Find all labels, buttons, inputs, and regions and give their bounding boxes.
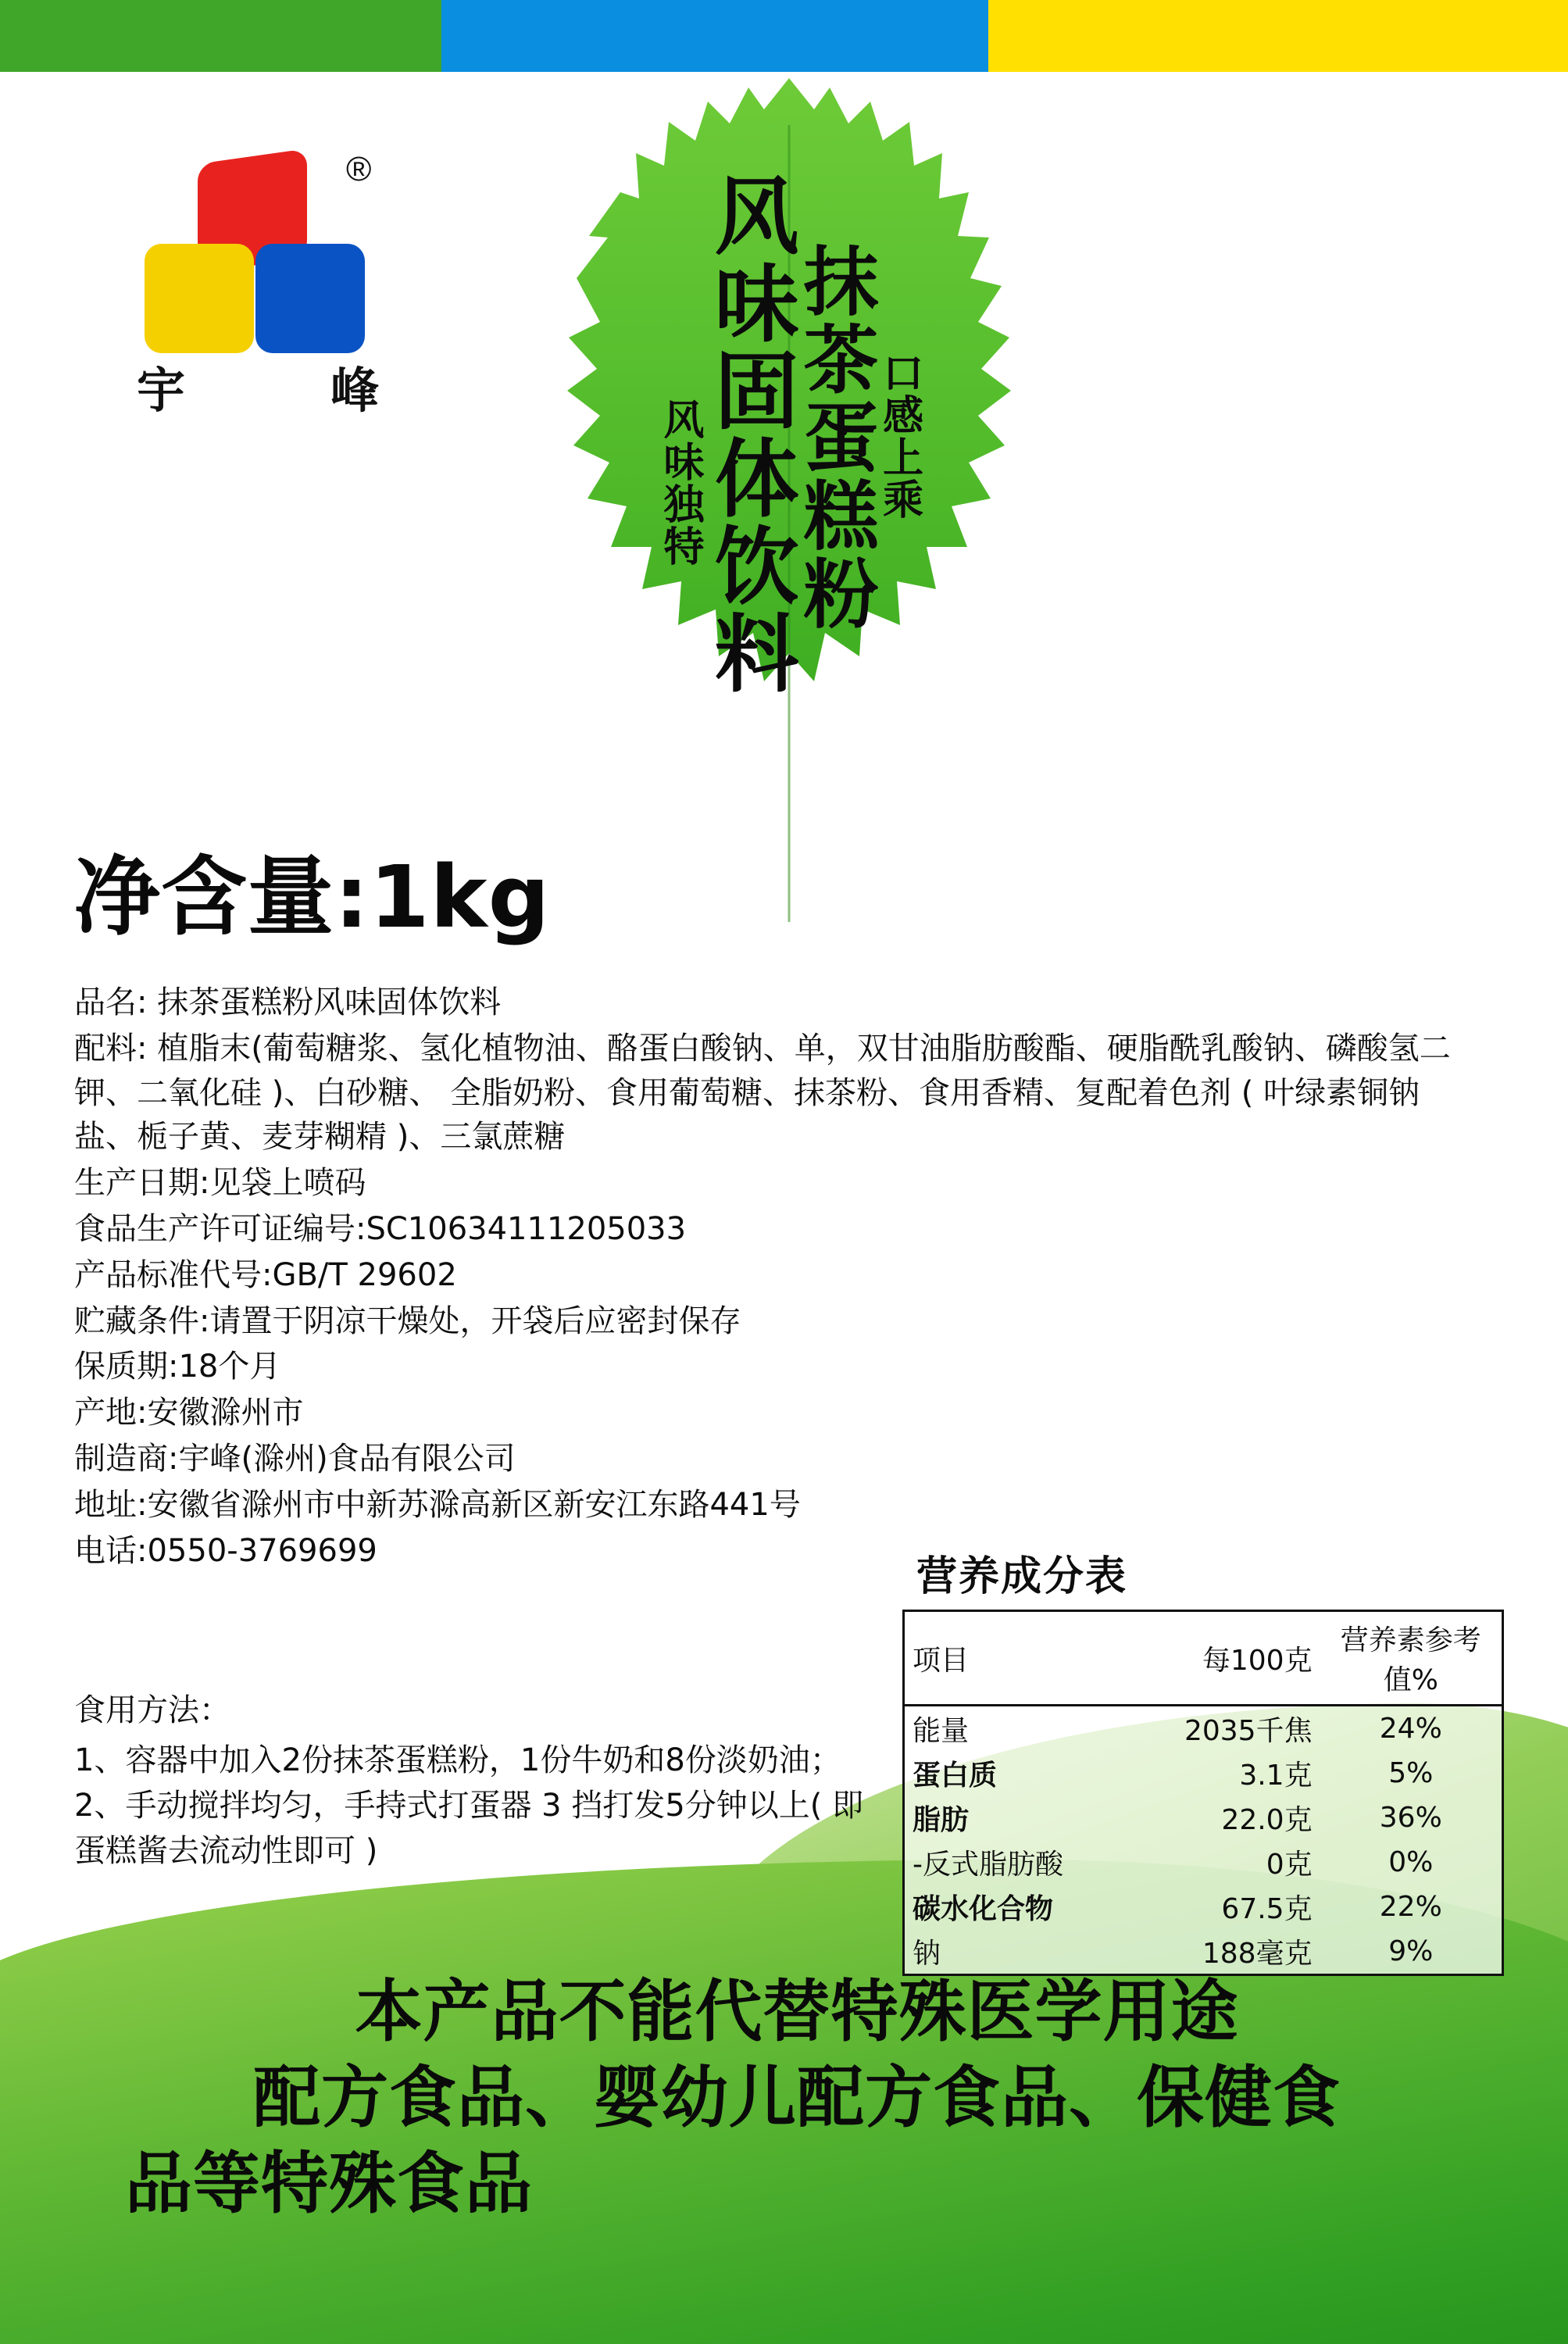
net-weight-label: 净含量:1kg <box>74 847 551 947</box>
warning-line-2: 配方食品、婴幼儿配方食品、保健食 <box>253 2059 1341 2138</box>
topbar-segment-blue <box>441 0 988 72</box>
regulatory-warning <box>86 1969 1508 2227</box>
usage-step-1: 1、容器中加入2份抹茶蛋糕粉，1份牛奶和8份淡奶油； <box>74 1742 841 1778</box>
info-product-name: 品名: 抹茶蛋糕粉风味固体饮料 <box>74 984 502 1020</box>
top-color-bar <box>0 0 1568 72</box>
nutrition-value-3: 0克 <box>1266 1849 1313 1881</box>
leaf-graphic <box>539 78 1039 977</box>
registered-trademark-icon: ® <box>346 150 372 188</box>
table-row <box>904 1706 1503 1752</box>
nutrition-item-3: -反式脂肪酸 <box>913 1849 1063 1881</box>
nutrition-title: 营养成分表 <box>916 1553 1128 1600</box>
leaf-tag-right: 风味独特 <box>655 398 703 567</box>
nutrition-table-header-row <box>904 1611 1503 1706</box>
table-row <box>904 1796 1503 1840</box>
nutrition-nrv-2: 36% <box>1379 1802 1442 1834</box>
nutrition-header-per100g: 每100克 <box>1123 1611 1320 1706</box>
info-license-number: 食品生产许可证编号:SC10634111205033 <box>74 1210 687 1247</box>
brand-char-left: 宇 <box>137 362 186 419</box>
usage-instructions <box>74 1688 895 1874</box>
nutrition-nrv-1: 5% <box>1388 1757 1434 1789</box>
leaf-main-title: 风味固体饮料 <box>700 172 798 697</box>
nutrition-nrv-5: 9% <box>1388 1935 1434 1967</box>
nutrition-item-5: 钠 <box>913 1938 941 1970</box>
nutrition-table <box>902 1610 1504 1976</box>
nutrition-header-item: 项目 <box>904 1611 1124 1706</box>
topbar-segment-green <box>0 0 441 72</box>
info-production-date: 生产日期:见袋上喷码 <box>74 1165 366 1202</box>
logo-cube-yellow-icon <box>145 244 254 353</box>
nutrition-value-0: 2035千焦 <box>1184 1715 1313 1747</box>
nutrition-header-nrv: 营养素参考值% <box>1320 1611 1503 1706</box>
nutrition-value-1: 3.1克 <box>1239 1760 1313 1792</box>
nutrition-item-0: 能量 <box>913 1715 970 1747</box>
nutrition-facts-panel <box>902 1543 1520 1976</box>
nutrition-value-2: 22.0克 <box>1221 1804 1313 1836</box>
info-origin: 产地:安徽滁州市 <box>74 1395 304 1431</box>
product-info-block <box>74 981 1480 1574</box>
info-ingredients: 配料: 植脂末(葡萄糖浆、氢化植物油、酪蛋白酸钠、单，双甘油脂肪酸酯、硬脂酰乳酸钠、磷酸氢二钾、二氧化硅 )、白砂糖、 全脂奶粉、食用葡萄糖、抹茶粉、食用香精、复配着色剂 ( 叶绿素铜钠盐、栀子黄、麦芽糊精 )、三氯蔗糖 <box>74 1030 1451 1156</box>
brand-logo <box>137 150 395 469</box>
usage-title: 食用方法： <box>74 1692 230 1728</box>
table-row <box>904 1885 1503 1929</box>
nutrition-item-1: 蛋白质 <box>913 1760 998 1792</box>
nutrition-nrv-4: 22% <box>1379 1891 1442 1923</box>
warning-line-1: 本产品不能代替特殊医学用途 <box>355 1973 1239 2051</box>
info-standard-code: 产品标准代号:GB/T 29602 <box>74 1256 457 1293</box>
usage-step-2: 2、手动搅拌均匀，手持式打蛋器 3 挡打发5分钟以上( 即蛋糕酱去流动性即可 ) <box>74 1788 864 1869</box>
info-shelf-life: 保质期:18个月 <box>74 1349 281 1385</box>
table-row <box>904 1929 1503 1975</box>
nutrition-item-2: 脂肪 <box>913 1804 970 1836</box>
info-manufacturer: 制造商:宇峰(滁州)食品有限公司 <box>74 1440 516 1477</box>
leaf-tag-left: 口感上乘 <box>875 352 923 520</box>
nutrition-value-4: 67.5克 <box>1221 1893 1313 1925</box>
leaf-title-group <box>539 78 1039 977</box>
brand-char-right: 峰 <box>330 362 379 419</box>
table-row <box>904 1840 1503 1885</box>
warning-line-3: 品等特殊食品 <box>125 2145 533 2224</box>
info-address: 地址:安徽省滁州市中新苏滁高新区新安江东路441号 <box>74 1486 801 1523</box>
nutrition-nrv-0: 24% <box>1379 1713 1442 1745</box>
table-row <box>904 1751 1503 1796</box>
nutrition-nrv-3: 0% <box>1388 1846 1434 1878</box>
nutrition-item-4: 碳水化合物 <box>913 1893 1054 1925</box>
leaf-subtitle: 抹茶蛋糕粉 <box>791 242 880 633</box>
info-phone: 电话:0550-3769699 <box>74 1532 377 1569</box>
nutrition-value-5: 188毫克 <box>1202 1938 1313 1970</box>
brand-name <box>137 352 379 421</box>
topbar-segment-yellow <box>988 0 1568 72</box>
info-storage-condition: 贮藏条件:请置于阴凉干燥处，开袋后应密封保存 <box>74 1302 741 1339</box>
logo-cube-blue-icon <box>255 244 365 353</box>
